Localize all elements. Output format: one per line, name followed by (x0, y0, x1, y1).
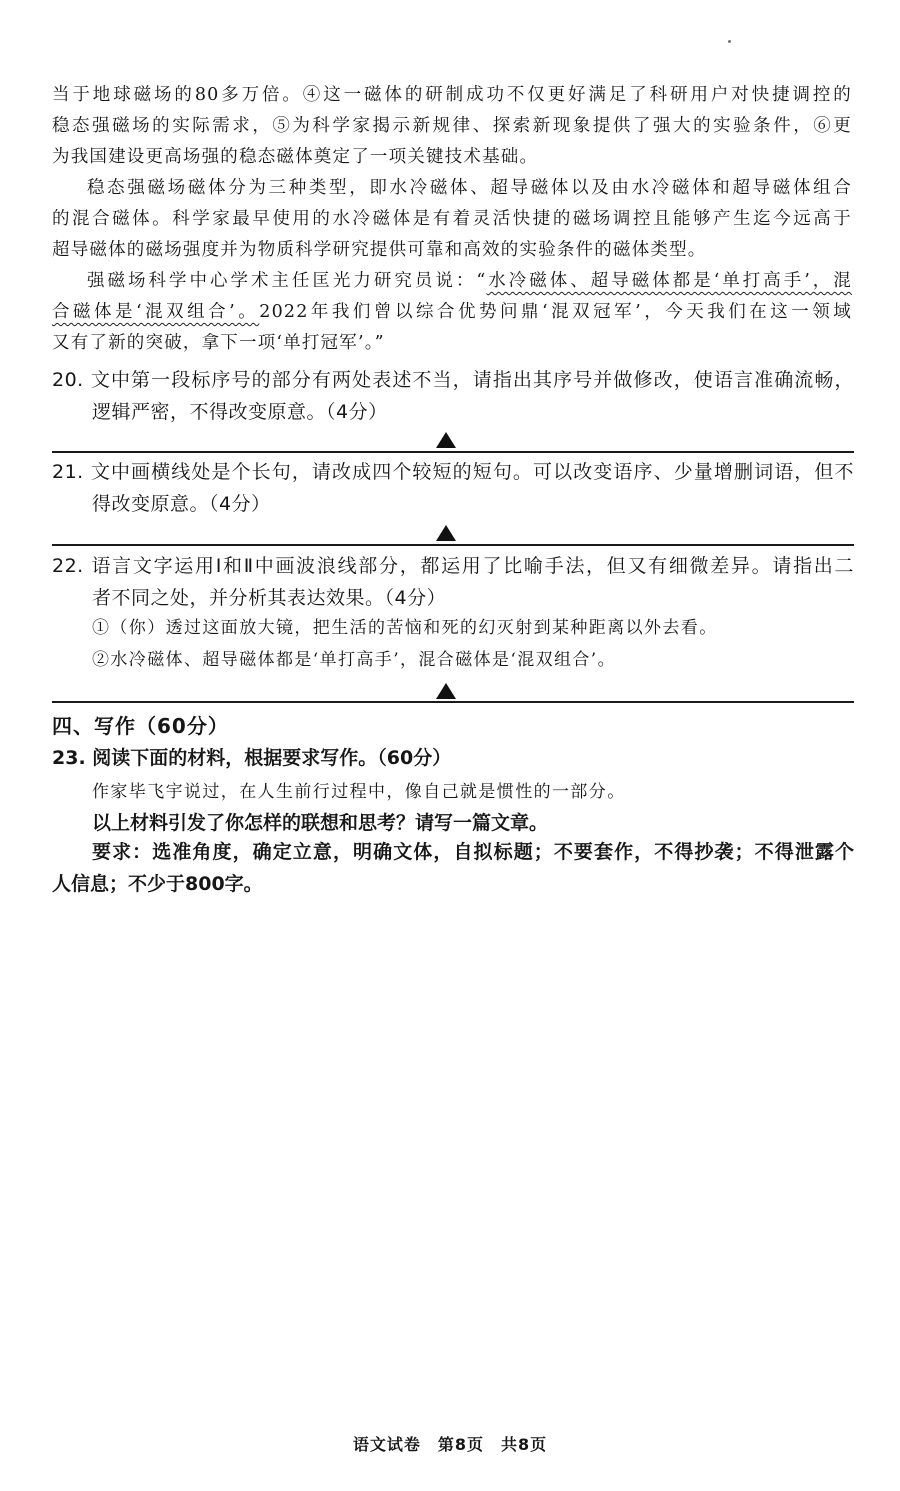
passage-line: 稳态强磁场的实际需求，⑤为科学家揭示新规律、探索新现象提供了强大的实验条件，⑥更 (52, 116, 852, 136)
question-text: 20. 文中第一段标序号的部分有两处表述不当，请指出其序号并做修改，使语言准确流畅， (52, 369, 854, 391)
question-23 (52, 742, 854, 774)
wavy-underlined-text: 水冷磁体、超导磁体都是‘单打高手’，混 (486, 271, 852, 291)
writing-requirements (52, 836, 854, 900)
question-text: 21. 文中画横线处是个长句，请改成四个较短的短句。可以改变语序、少量增删词语，但不 (52, 461, 854, 483)
answer-line (52, 701, 854, 703)
question-text: 逻辑严密，不得改变原意。（4分） (92, 401, 388, 423)
question-21 (52, 456, 854, 520)
example-sentence-2: ②水冷磁体、超导磁体都是‘单打高手’，混合磁体是‘混双组合’。 (92, 650, 617, 670)
triangle-icon (436, 432, 456, 448)
question-text: 23. 阅读下面的材料，根据要求写作。（60分） (52, 747, 452, 769)
passage-line: 超导磁体的磁场强度并为物质科学研究提供可靠和高效的实验条件的磁体类型。 (52, 240, 707, 260)
section-title: 四、写作（60分） (52, 714, 229, 738)
question-22 (52, 550, 854, 614)
triangle-icon (436, 525, 456, 541)
requirement-text: 要求：选准角度，确定立意，明确文体，自拟标题；不要套作，不得抄袭；不得泄露个 (92, 841, 854, 863)
requirement-text: 人信息；不少于800字。 (52, 873, 263, 895)
question-20 (52, 364, 854, 428)
writing-prompt: 以上材料引发了你怎样的联想和思考？请写一篇文章。 (92, 812, 549, 834)
triangle-icon (436, 683, 456, 699)
passage-line: 的混合磁体。科学家最早使用的水冷磁体是有着灵活快捷的磁场调控且能够产生迄今远高于 (52, 209, 852, 229)
passage-quote-line (52, 266, 852, 297)
page-footer: 语文试卷 第8页 共8页 (352, 1435, 548, 1454)
passage-quote-line (52, 297, 852, 328)
wavy-underlined-text: 合磁体是‘混双组合’。 (52, 302, 260, 322)
passage-text: 2022年我们曾以综合优势问鼎‘混双冠军’，今天我们在这一领域 (259, 302, 852, 322)
passage-line: 当于地球磁场的80多万倍。④这一磁体的研制成功不仅更好满足了科研用户对快捷调控的 (52, 85, 852, 105)
scan-speck (728, 40, 731, 43)
passage-text: 强磁场科学中心学术主任匡光力研究员说：“ (87, 271, 487, 291)
passage-line: 稳态强磁场磁体分为三种类型，即水冷磁体、超导磁体以及由水冷磁体和超导磁体组合 (87, 178, 852, 198)
question-text: 得改变原意。（4分） (92, 493, 271, 515)
reading-passage (52, 80, 852, 359)
question-text: 者不同之处，并分析其表达效果。（4分） (92, 587, 447, 609)
passage-line: 又有了新的突破，拿下一项‘单打冠军’。” (52, 333, 385, 353)
example-sentence-1: ①（你）透过这面放大镜，把生活的苦恼和死的幻灭射到某种距离以外去看。 (92, 618, 718, 638)
answer-line (52, 544, 854, 546)
answer-line (52, 451, 854, 453)
passage-line: 为我国建设更高场强的稳态磁体奠定了一项关键技术基础。 (52, 147, 539, 167)
writing-material: 作家毕飞宇说过，在人生前行过程中，像自己就是惯性的一部分。 (92, 782, 626, 802)
question-text: 22. 语言文字运用Ⅰ和Ⅱ中画波浪线部分，都运用了比喻手法，但又有细微差异。请指出二 (52, 555, 854, 577)
